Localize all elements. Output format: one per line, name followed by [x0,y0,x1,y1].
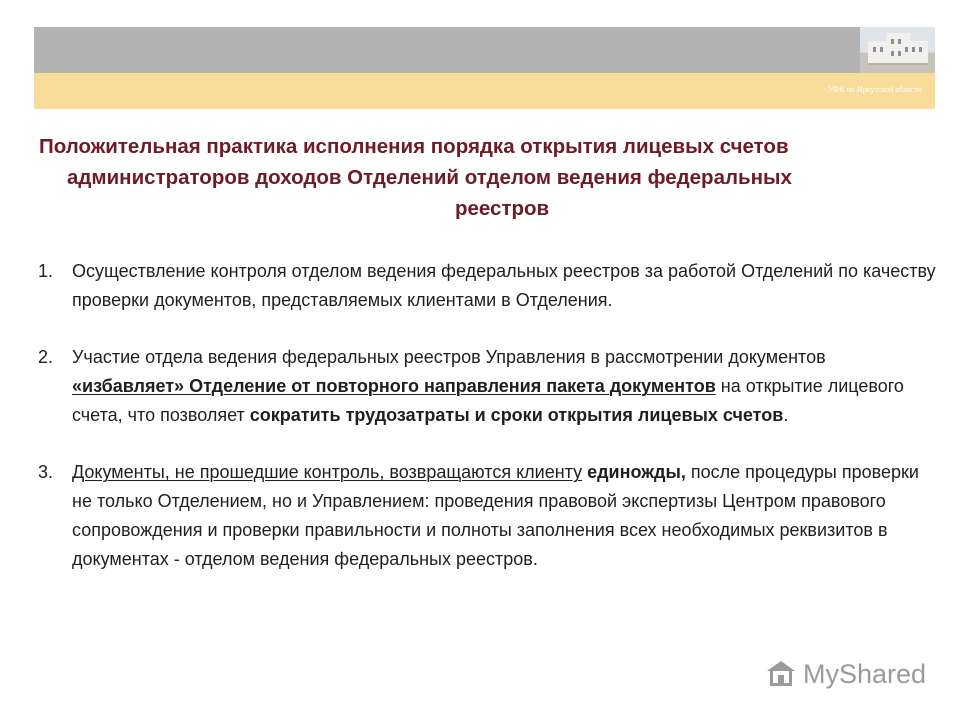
list-item [38,458,938,574]
watermark-text: MyShared [803,658,927,689]
subheader-band [34,73,935,109]
item-number: 2. [38,347,54,367]
building-photo [860,27,935,73]
item-text: Участие отдела ведения федеральных реестров Управления в рассмотрении документов [72,347,826,367]
myshared-house-icon [767,661,797,687]
title-line: реестров [455,197,550,220]
myshared-watermark [767,657,926,691]
item-number: 3. [38,462,54,482]
item-text: . [783,405,789,425]
item-text: после процедуры проверки не только Отделением, но и Управлением: проведения правовой экспертизы Центром правового сопровождения и проверки правильности и полноты заполнения всех необходимых реквизитов в документах - отделом ведения федеральных реестров. [72,462,919,569]
title-line: Положительная практика исполнения порядка открытия лицевых счетов [39,135,789,158]
list-item [38,257,938,315]
header-band [34,27,860,73]
item-text: на открытие лицевого счета, что позволяет [72,376,904,425]
item-emphasis: «избавляет» Отделение от повторного направления пакета документов [72,376,716,396]
list-item [38,343,938,430]
slide-title [34,131,934,224]
item-emphasis: единожды, [587,462,686,482]
practice-list [38,257,938,574]
title-line: администраторов доходов Отделений отделом ведения федеральных [67,166,792,189]
item-text: Осуществление контроля отделом ведения федеральных реестров за работой Отделений по качеству проверки документов, представляемых клиентами в Отделения. [72,261,936,310]
item-emphasis: сократить трудозатраты и сроки открытия лицевых счетов [249,405,784,425]
organization-label: УФК по Иркутской области [827,85,922,94]
item-emphasis: Документы, не прошедшие контроль, возвращаются клиенту [72,462,583,482]
item-number: 1. [38,261,54,281]
